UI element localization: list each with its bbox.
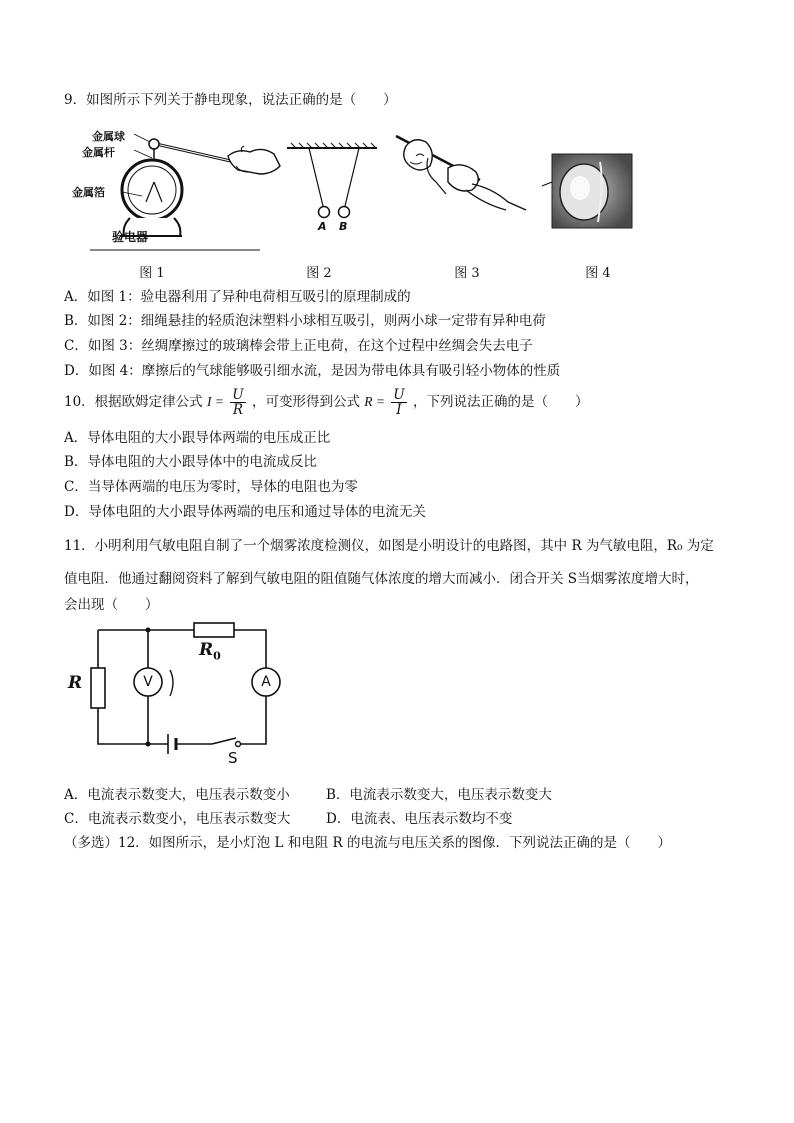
q10-option-d: D．导体电阻的大小跟导体两端的电压和通过导体的电流无关 <box>64 504 426 520</box>
q9-option-d: D．如图 4：摩擦后的气球能够吸引细水流，是因为带电体具有吸引轻小物体的性质 <box>64 363 561 379</box>
caption-fig2: 图 2 <box>306 266 332 281</box>
circuit-switch-label: S <box>228 749 238 767</box>
q9-option-b: B．如图 2：细绳悬挂的轻质泡沫塑料小球相互吸引，则两小球一定带有异种电荷 <box>64 313 546 329</box>
q10-formula1-lhs: I = <box>206 394 224 409</box>
caption-fig3: 图 3 <box>454 266 480 281</box>
caption-fig1: 图 1 <box>139 266 165 281</box>
caption-fig4: 图 4 <box>585 266 611 281</box>
fig2-label-b: B <box>339 220 348 233</box>
fig4-balloon-water <box>540 152 635 230</box>
q10-option-b: B．导体电阻的大小跟导体中的电流成反比 <box>64 454 317 470</box>
q10-stem-a: 10．根据欧姆定律公式 <box>64 394 203 410</box>
q11-option-a: A．电流表示数变大，电压表示数变小 <box>64 787 290 803</box>
circuit-label-r0-main: R <box>199 640 214 660</box>
fig3-rubbing-rod <box>388 128 538 218</box>
q10-formula1-num: U <box>232 387 244 403</box>
circuit-voltmeter-label: V <box>143 674 153 690</box>
q9-option-c: C．如图 3：丝绸摩擦过的玻璃棒会带上正电荷，在这个过程中丝绸会失去电子 <box>64 338 533 354</box>
q11-option-b: B．电流表示数变大，电压表示数变大 <box>326 787 552 803</box>
q11-line3: 会出现（ ） <box>64 597 159 613</box>
q9-option-a: A．如图 1：验电器利用了异种电荷相互吸引的原理制成的 <box>64 289 411 305</box>
q9-stem: 9．如图所示下列关于静电现象，说法正确的是（ ） <box>64 92 397 108</box>
fig1-label-foil: 金属箔 <box>72 186 105 199</box>
q10-option-c: C．当导体两端的电压为零时，导体的电阻也为零 <box>64 479 358 495</box>
q11-option-d: D．电流表、电压表示数均不变 <box>326 811 513 827</box>
q10-formula2-den: I <box>396 402 402 418</box>
fig2-hanging-balls <box>283 140 383 230</box>
q10-stem <box>64 384 588 420</box>
q10-option-a: A．导体电阻的大小跟导体两端的电压成正比 <box>64 430 331 446</box>
q10-stem-b: ，可变形得到公式 <box>251 394 360 410</box>
circuit-ammeter-label: A <box>261 674 271 690</box>
fig1-label-electroscope: 验电器 <box>112 230 149 244</box>
fig1-label-rod: 金属杆 <box>82 146 115 159</box>
circuit-label-r0 <box>199 641 221 665</box>
q10-formula1-frac <box>230 388 245 417</box>
q11-line2: 值电阻．他通过翻阅资料了解到气敏电阻的阻值随气体浓度的增大而减小．闭合开关 S当烟雾浓度增大时， <box>64 571 699 587</box>
q12-stem: （多选）12．如图所示，是小灯泡 L 和电阻 R 的电流与电压关系的图像．下列说法正确的是（ ） <box>64 835 671 851</box>
fig2-label-a: A <box>318 220 327 233</box>
q10-formula2-num: U <box>393 387 405 403</box>
q10-formula2-lhs: R = <box>364 394 385 409</box>
q11-option-c: C．电流表示数变小，电压表示数变大 <box>64 811 291 827</box>
q10-formula1-den: R <box>232 402 244 418</box>
circuit-label-r: R <box>68 673 83 693</box>
circuit-label-r0-sub: 0 <box>213 649 221 663</box>
q11-line1: 11．小明利用气敏电阻自制了一个烟雾浓度检测仪，如图是小明设计的电路图，其中 R 为气敏电阻，R₀ 为定 <box>64 538 714 554</box>
fig1-label-ball: 金属球 <box>92 130 125 143</box>
q11-circuit-diagram <box>60 618 300 770</box>
q10-formula2-frac <box>391 388 406 417</box>
q10-stem-c: ，下列说法正确的是（ ） <box>412 394 589 410</box>
